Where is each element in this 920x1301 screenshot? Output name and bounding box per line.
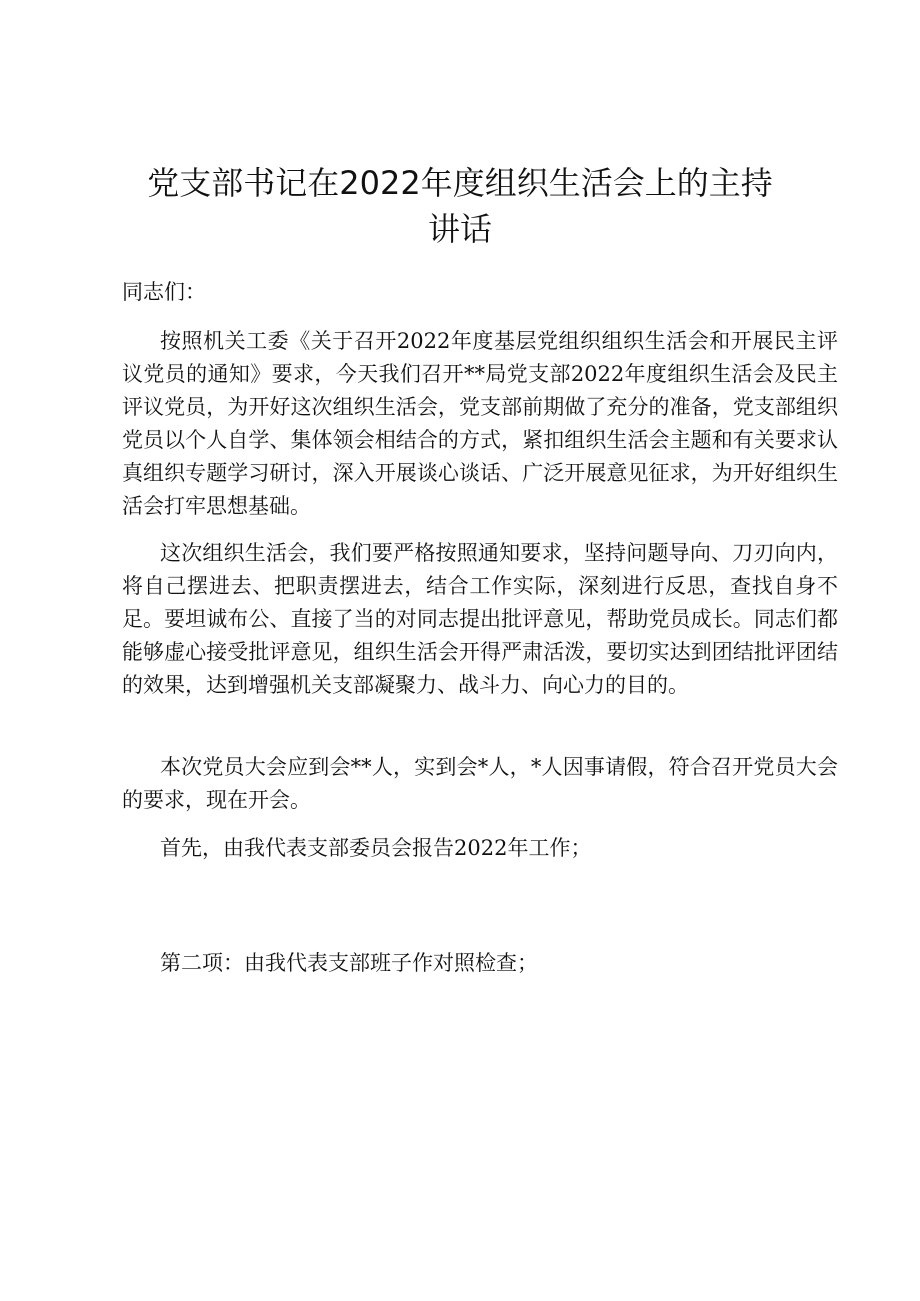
document-title bbox=[110, 160, 810, 252]
salutation: 同志们： bbox=[122, 280, 206, 304]
paragraph-preparation: 按照机关工委《关于召开2022年度基层党组织组织生活会和开展民主评议党员的通知》要求，今天我们召开**局党支部2022年度组织生活会及民主评议党员，为开好这次组织生活会，党支部前期做了充分的准备，党支部组织党员以个人自学、集体领会相结合的方式，紧扣组织生活会主题和有关要求认真组织专题学习研讨，深入开展谈心谈话、广泛开展意见征求，为开好组织生活会打牢思想基础。 bbox=[122, 329, 838, 518]
paragraph-first-item: 首先，由我代表支部委员会报告2022年工作； bbox=[160, 836, 592, 860]
paragraph-attendance: 本次党员大会应到会**人，实到会*人，*人因事请假，符合召开党员大会的要求，现在开会。 bbox=[122, 755, 838, 812]
title-line-1: 党支部书记在2022年度组织生活会上的主持 bbox=[147, 164, 773, 202]
paragraph-requirements: 这次组织生活会，我们要严格按照通知要求，坚持问题导向、刀刃向内，将自己摆进去、把职责摆进去，结合工作实际，深刻进行反思，查找自身不足。要坦诚布公、直接了当的对同志提出批评意见，帮助党员成长。同志们都能够虚心接受批评意见，组织生活会开得严肃活泼，要切实达到团结批评团结的效果，达到增强机关支部凝聚力、战斗力、向心力的目的。 bbox=[122, 541, 838, 697]
title-line-2: 讲话 bbox=[427, 210, 492, 248]
paragraph-second-item: 第二项：由我代表支部班子作对照检查； bbox=[160, 951, 538, 975]
